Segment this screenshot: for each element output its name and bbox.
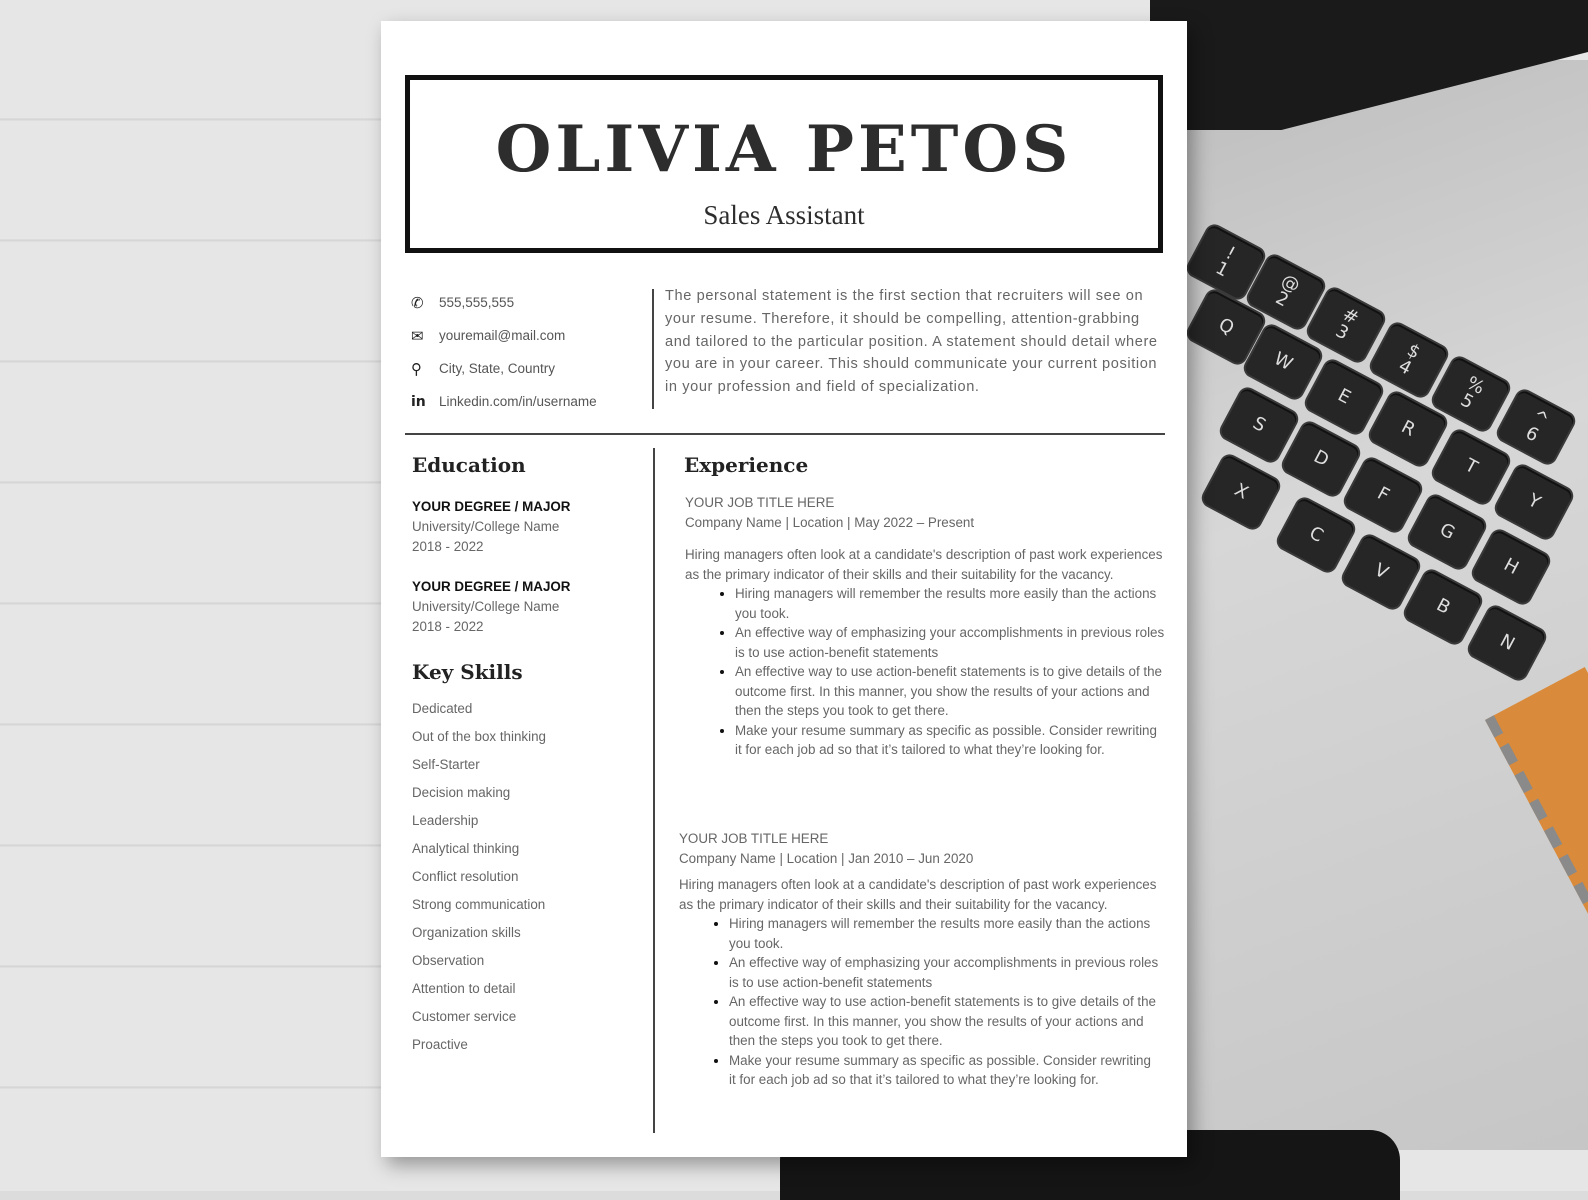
- job-bullet: • An effective way to use action-benefit statements is to give details of the outcome first. In this manner, you show the results of your actions and then the steps you took to get there.: [729, 992, 1159, 1051]
- keyboard-key: N: [1467, 605, 1547, 682]
- skill-item: Attention to detail: [412, 981, 516, 996]
- years: 2018 - 2022: [412, 539, 484, 554]
- candidate-title: Sales Assistant: [703, 200, 865, 230]
- skill-item: Analytical thinking: [412, 841, 520, 856]
- name-box: [405, 75, 1163, 253]
- keyboard-key: # 3: [1306, 287, 1386, 364]
- job-description: Hiring managers often look at a candidate's description of past work experiences as the primary indicator of their skills and their suitability for the vacancy.: [679, 877, 1157, 912]
- contact-email: [411, 319, 651, 352]
- keyboard-key: T: [1431, 429, 1511, 506]
- personal-statement: The personal statement is the first section that recruiters will see on your resume. Therefore, it should be compelling, attention-grabbing and tailored to the particular position. A statement should detail where you are in your career. This should communicate your current position in your profession and field of specialization.: [665, 288, 1158, 396]
- job-company: Company Name | Location | May 2022 – Present: [685, 515, 975, 530]
- job-bullet: • An effective way of emphasizing your accomplishments in previous roles is to use action-benefit statements: [729, 953, 1159, 992]
- keyboard-key: V: [1341, 534, 1421, 611]
- candidate-name: OLIVIA PETOS: [495, 112, 1073, 187]
- email-address: youremail@mail.com: [439, 328, 566, 343]
- keyboard-key: H: [1471, 529, 1551, 606]
- job-title: YOUR JOB TITLE HERE: [679, 831, 829, 846]
- keyboard-key: @ 2: [1246, 254, 1326, 331]
- keyboard-key: S: [1219, 387, 1299, 464]
- divider-vertical-top: [652, 289, 654, 409]
- skill-item: Customer service: [412, 1009, 517, 1024]
- education-entry: [412, 497, 642, 557]
- education-heading: Education: [412, 453, 526, 477]
- job-bullet: • Make your resume summary as specific as possible. Consider rewriting it for each job ad so that it’s tailored to what they’re looking for.: [735, 721, 1165, 760]
- location-pin-icon: ⚲: [411, 359, 422, 378]
- keyboard-key: D: [1281, 421, 1361, 498]
- skill-item: Proactive: [412, 1037, 468, 1052]
- skill-item: Decision making: [412, 785, 511, 800]
- skill-item: Strong communication: [412, 897, 546, 912]
- phone-number: 555,555,555: [439, 295, 515, 310]
- skill-item: Dedicated: [412, 701, 473, 716]
- location: City, State, Country: [439, 361, 556, 376]
- skills-heading: Key Skills: [412, 660, 523, 684]
- skill-item: Conflict resolution: [412, 869, 519, 884]
- divider-vertical-main: [653, 448, 655, 1133]
- phone-icon: ✆: [411, 293, 424, 312]
- job-bullets: [685, 584, 1165, 760]
- keyboard-key: C: [1276, 497, 1356, 574]
- keyboard-key: Q: [1186, 289, 1266, 366]
- job-entry: [679, 829, 1159, 1090]
- job-bullet: • Make your resume summary as specific as possible. Consider rewriting it for each job ad so that it’s tailored to what they’re looking for.: [729, 1051, 1159, 1090]
- keyboard-key: R: [1368, 391, 1448, 468]
- job-bullet: • Hiring managers will remember the results more easily than the actions you took.: [735, 584, 1165, 623]
- degree: YOUR DEGREE / MAJOR: [412, 579, 571, 594]
- years: 2018 - 2022: [412, 619, 484, 634]
- keyboard-key: % 5: [1431, 356, 1511, 433]
- keyboard-key: $ 4: [1369, 322, 1449, 399]
- job-bullet: • Hiring managers will remember the results more easily than the actions you took.: [729, 914, 1159, 953]
- skill-item: Self-Starter: [412, 757, 480, 772]
- job-title: YOUR JOB TITLE HERE: [685, 495, 835, 510]
- experience-heading: Experience: [684, 453, 809, 477]
- degree: YOUR DEGREE / MAJOR: [412, 499, 571, 514]
- keyboard-key: W: [1243, 324, 1323, 401]
- school: University/College Name: [412, 519, 560, 534]
- resume-page: [381, 21, 1187, 1157]
- keyboard-key: ^ 6: [1496, 389, 1576, 466]
- keyboard-key: E: [1304, 359, 1384, 436]
- skill-item: Out of the box thinking: [412, 729, 546, 744]
- keyboard-key: G: [1407, 494, 1487, 571]
- keyboard-key: Y: [1494, 464, 1574, 541]
- keyboard-key: F: [1343, 457, 1423, 534]
- skill-item: Observation: [412, 953, 485, 968]
- job-bullet: • An effective way to use action-benefit statements is to give details of the outcome first. In this manner, you show the results of your actions and then the steps you took to get there.: [735, 662, 1165, 721]
- laptop: [1170, 60, 1588, 1150]
- job-bullets: [679, 914, 1159, 1090]
- education-entry: [412, 577, 642, 637]
- skills-list: [412, 701, 642, 1065]
- contact-linkedin: [411, 385, 651, 418]
- contact-list: [411, 286, 651, 418]
- envelope-icon: ✉: [411, 326, 424, 345]
- contact-location: [411, 352, 651, 385]
- keyboard-key: X: [1201, 454, 1281, 531]
- divider-horizontal: [405, 433, 1165, 435]
- job-bullet: • An effective way of emphasizing your accomplishments in previous roles is to use action-benefit statements: [735, 623, 1165, 662]
- linkedin-url: Linkedin.com/in/username: [439, 394, 597, 409]
- job-entry: [685, 493, 1165, 760]
- job-description: Hiring managers often look at a candidate's description of past work experiences as the primary indicator of their skills and their suitability for the vacancy.: [685, 547, 1163, 582]
- skill-item: Organization skills: [412, 925, 521, 940]
- school: University/College Name: [412, 599, 560, 614]
- keyboard-key: B: [1403, 569, 1483, 646]
- job-company: Company Name | Location | Jan 2010 – Jun 2020: [679, 851, 974, 866]
- keyboard-key: ! 1: [1186, 224, 1266, 301]
- skill-item: Leadership: [412, 813, 479, 828]
- contact-phone: [411, 286, 651, 319]
- linkedin-icon: in: [411, 393, 426, 410]
